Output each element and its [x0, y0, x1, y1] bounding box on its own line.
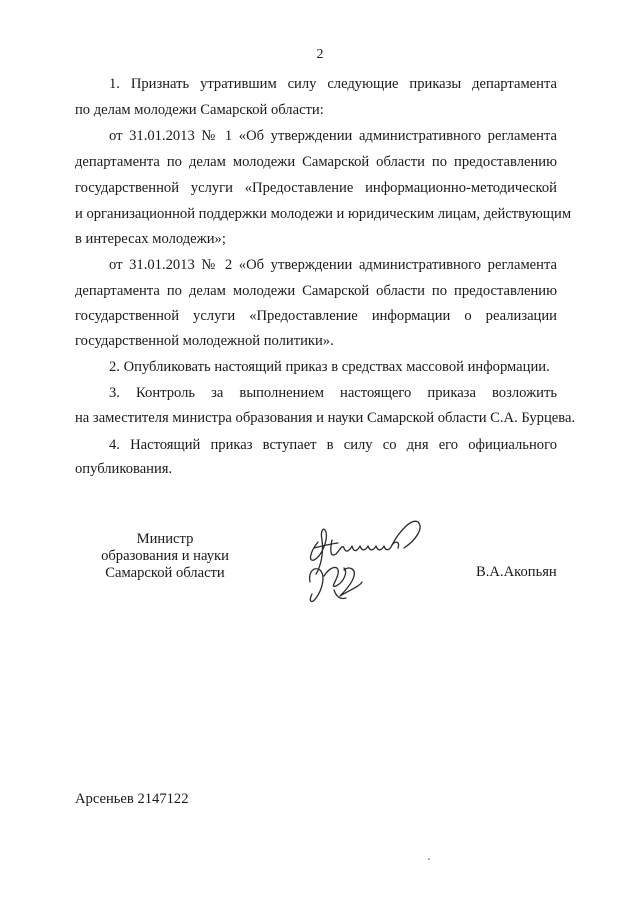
- paragraph-line: государственной молодежной политики».: [75, 333, 334, 349]
- paragraph-line: от 31.01.2013 № 1 «Об утверждении административного регламента: [109, 128, 557, 144]
- paragraph-line: и организационной поддержки молодежи и юридическим лицам, действующим: [75, 206, 572, 222]
- paragraph-line: от 31.01.2013 № 2 «Об утверждении административного регламента: [109, 257, 557, 273]
- signatory-title-line: образования и науки: [101, 548, 229, 564]
- paragraph-line: 4. Настоящий приказ вступает в силу со дня его официального: [109, 437, 557, 453]
- handwritten-signature: [300, 510, 430, 610]
- scan-speck: [428, 858, 430, 860]
- paragraph-line: 2. Опубликовать настоящий приказ в средствах массовой информации.: [109, 359, 550, 375]
- paragraph-line: департамента по делам молодежи Самарской области по предоставлению: [75, 283, 557, 299]
- paragraph-line: государственной услуги «Предоставление информационно-методической: [75, 180, 557, 196]
- paragraph-line: 3. Контроль за выполнением настоящего приказа возложить: [109, 385, 557, 401]
- paragraph-line: 1. Признать утратившим силу следующие приказы департамента: [109, 76, 557, 92]
- footer-contact: Арсеньев 2147122: [75, 791, 189, 807]
- paragraph-line: в интересах молодежи»;: [75, 231, 226, 247]
- paragraph-line: по делам молодежи Самарской области:: [75, 102, 324, 118]
- paragraph-line: государственной услуги «Предоставление информации о реализации: [75, 308, 557, 324]
- paragraph-line: на заместителя министра образования и науки Самарской области С.А. Бурцева.: [75, 410, 576, 426]
- page-number: 2: [316, 47, 324, 62]
- signatory-title-line: Самарской области: [105, 565, 225, 581]
- signatory-title-line: Министр: [136, 531, 194, 547]
- signatory-name: В.А.Акопьян: [476, 564, 557, 580]
- paragraph-line: опубликования.: [75, 461, 173, 477]
- paragraph-line: департамента по делам молодежи Самарской области по предоставлению: [75, 154, 557, 170]
